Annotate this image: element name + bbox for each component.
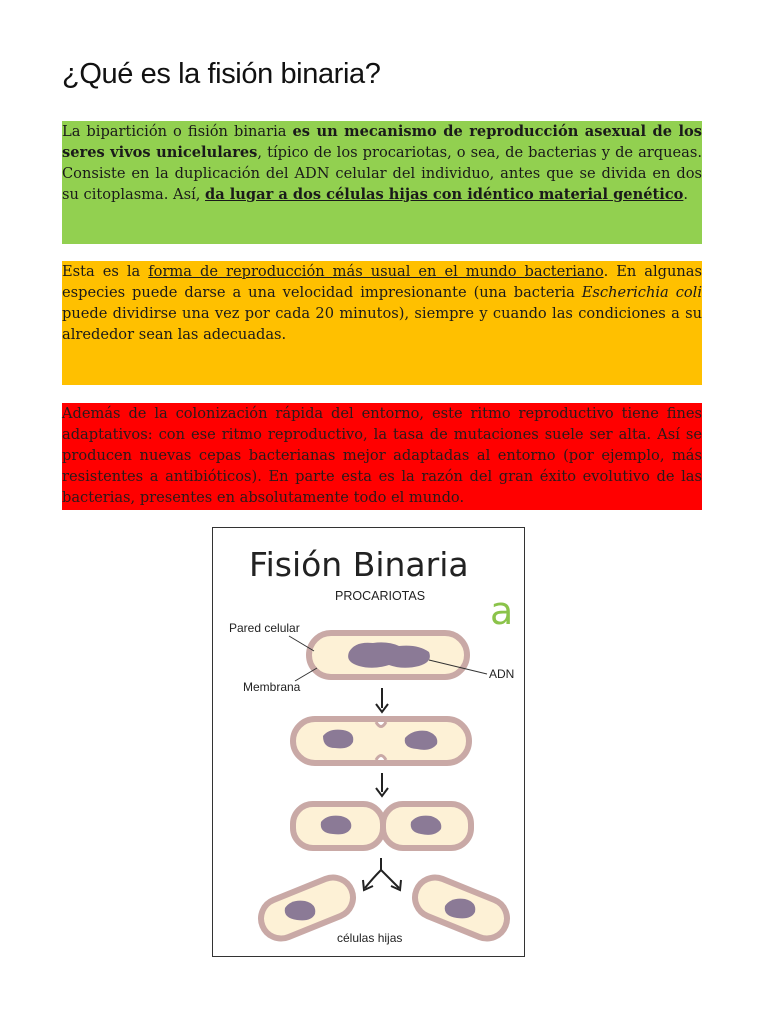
- figure-subheading: PROCARIOTAS: [335, 589, 426, 603]
- green-text-1: La bipartición o fisión binaria: [62, 123, 293, 140]
- cell-stage-2: [293, 718, 469, 763]
- orange-text-1: Esta es la: [62, 263, 149, 280]
- green-text-3: .: [683, 186, 689, 203]
- label-pared-celular: Pared celular: [229, 621, 300, 635]
- figure-heading: Fisión Binaria: [249, 545, 469, 584]
- daughter-cell-right: [409, 871, 513, 944]
- green-text-2: , típico de los procariotas, o sea, de bacterias y de arqueas. Consiste en la duplicación del ADN celular del individuo, antes que se divida en dos su citoplasma. Así,: [62, 144, 702, 203]
- page-title: ¿Qué es la fisión binaria?: [62, 58, 381, 90]
- arrow-down-1: [376, 688, 388, 712]
- dna-daughter-right: [445, 899, 476, 919]
- orange-text-2: . En algunas especies puede darse a una velocidad impresionante (una bacteria: [62, 263, 702, 301]
- green-paragraph: [62, 121, 702, 205]
- orange-paragraph-box: [62, 261, 702, 385]
- arrow-down-2: [376, 773, 388, 796]
- arrow-split: [363, 858, 401, 890]
- dna-daughter-left: [285, 901, 316, 921]
- binary-fission-figure: [212, 527, 525, 957]
- label-membrana: Membrana: [243, 680, 301, 694]
- label-adn: ADN: [489, 667, 515, 681]
- green-underlined-text: da lugar a dos células hijas con idéntico material genético: [205, 186, 684, 203]
- orange-italic-text: Escherichia coli: [581, 284, 702, 301]
- pointer-membrane: [295, 668, 317, 681]
- orange-text-3: puede dividirse una vez por cada 20 minutos), siempre y cuando las condiciones a su alrededor sean las adecuadas.: [62, 305, 702, 343]
- cell-stage-1: [309, 633, 467, 677]
- green-bold-text: es un mecanismo de reproducción asexual de los seres vivos unicelulares: [62, 123, 702, 161]
- orange-paragraph: [62, 261, 702, 345]
- orange-underlined-text: forma de reproducción más usual en el mundo bacteriano: [148, 263, 604, 280]
- red-paragraph-box: [62, 403, 702, 510]
- dna-3a: [321, 816, 352, 835]
- cell-stage-3: [293, 804, 471, 848]
- dna-2a: [323, 730, 353, 749]
- red-paragraph: Además de la colonización rápida del entorno, este ritmo reproductivo tiene fines adaptativos: con ese ritmo reproductivo, la tasa de mutaciones suele ser alta. Así se producen nuevas cepas bacterianas mejor adaptadas al entorno (por ejemplo, más resistentes a antibióticos). En parte esta es la razón del gran éxito evolutivo de las bacterias, presentes en absolutamente todo el mundo.: [62, 405, 702, 506]
- logo-letter: a: [490, 589, 514, 633]
- green-paragraph-box: [62, 121, 702, 244]
- binary-fission-diagram: [213, 528, 524, 956]
- label-celulas-hijas: células hijas: [337, 931, 403, 945]
